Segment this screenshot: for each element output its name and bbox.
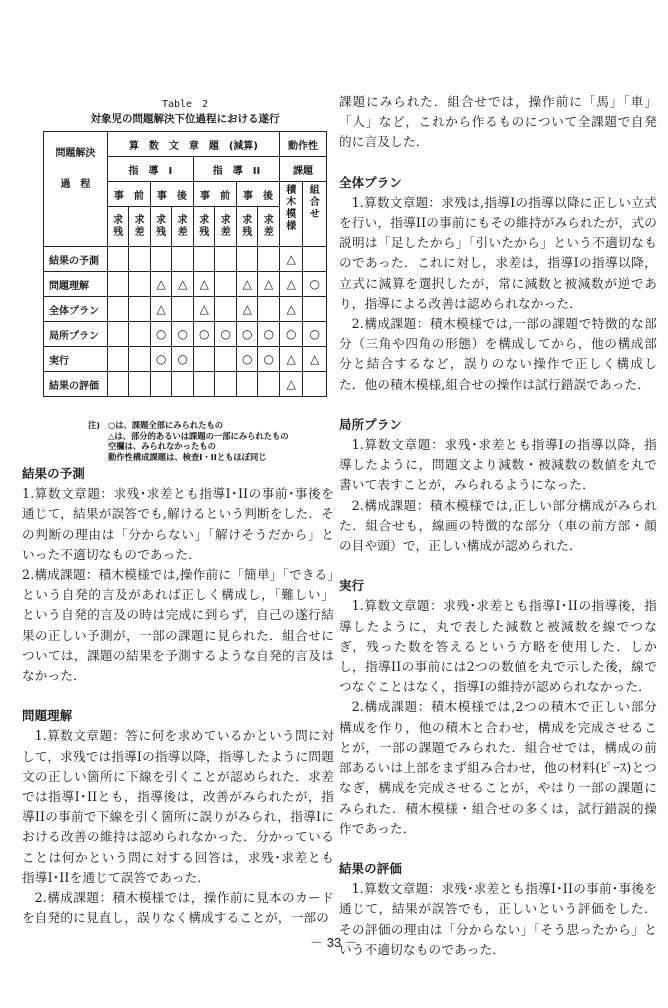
table-cell	[107, 322, 129, 347]
table-cell: △	[193, 272, 215, 297]
section-heading: 問題理解	[22, 708, 73, 724]
note-label: 注)	[88, 420, 101, 430]
table-cell	[129, 322, 151, 347]
table-cell: ○	[280, 322, 303, 347]
combo-label: 組合せ	[309, 185, 320, 220]
paragraph: 2.構成課題：積木模様では,操作前に「簡単」「できる」という自発的言及があれば正しく構成し，「難しい」という自発的言及の時は完成に到らず，自己の遂行結果の正しい予測が，一部の課題に見られた．組合せについては，課題の結果を予測するような自発的言及はなかった．	[22, 567, 334, 684]
table-cell: ○	[172, 322, 194, 347]
pre-2: 事 前	[193, 182, 236, 207]
table-caption	[43, 97, 327, 127]
sub-b-label: 求差	[263, 214, 274, 238]
note-line: ○は、課題全部にみられたもの	[108, 420, 224, 430]
table-title: 対象児の問題解決下位過程における遂行	[90, 113, 280, 125]
paragraph: 1.算数文章題：答に何を求めているかという問に対して，求残では指導Iの指導以降，指導したように問題文の正しい箇所に下線を引くことが認められた．求差では指導I･IIとも，指導後は，改善がみられたが，指導IIの事前で下線を引く箇所に誤りがみられ，指導Iにおける改善の維持は認められなかった．分かっていることは何かという問に対する回答は，求残･求差とも指導I･IIを通じて誤答であった．	[22, 728, 334, 885]
table-cell: △	[258, 272, 280, 297]
table-cell: △	[280, 272, 303, 297]
results-table	[43, 131, 327, 397]
table-cell: ○	[150, 347, 172, 372]
table-cell: ○	[215, 322, 237, 347]
table-cell: △	[172, 272, 194, 297]
sub-a	[236, 207, 258, 247]
table-cell	[303, 372, 327, 397]
row-label: 結果の予測	[44, 247, 108, 272]
table-cell: △	[150, 297, 172, 322]
table-cell	[215, 347, 237, 372]
table-label: Table 2	[161, 99, 209, 110]
sub-b	[258, 207, 280, 247]
table-cell: △	[280, 372, 303, 397]
table-cell: ○	[193, 322, 215, 347]
table-cell: △	[280, 247, 303, 272]
paragraph: 1.算数文章題：求残･求差とも指導I･IIの事前･事後を通じて，結果が誤答でも，正しいという評価をした．その評価の理由は「分からない」「そう思ったから」という不適切なものであった．	[339, 881, 657, 957]
table-cell: △	[236, 297, 258, 322]
table-cell: ○	[258, 322, 280, 347]
table-cell	[303, 297, 327, 322]
row-label: 実行	[44, 347, 108, 372]
right-column	[339, 92, 657, 960]
instr-2: 指 導 II	[193, 157, 279, 182]
table-cell	[172, 297, 194, 322]
table-cell: △	[280, 297, 303, 322]
table-cell: ○	[258, 347, 280, 372]
table-cell	[193, 347, 215, 372]
sub-b	[215, 207, 237, 247]
table-cell	[107, 272, 129, 297]
table-cell: ○	[150, 322, 172, 347]
sub-a	[193, 207, 215, 247]
table-cell	[258, 297, 280, 322]
block-design-label: 積木模様	[286, 185, 297, 232]
table-row	[44, 272, 327, 297]
table-cell	[129, 297, 151, 322]
paragraph: 1.算数文章題：求残･求差とも指導I･IIの事前･事後を通じて，結果が誤答でも,解けるという判断をした．その判断の理由は「分からない」「解けそうだから」といった不適切なものであった．	[22, 486, 334, 562]
sub-b-label: 求差	[134, 214, 145, 238]
table-cell	[150, 372, 172, 397]
sub-a-label: 求残	[113, 214, 124, 238]
table-cell	[150, 247, 172, 272]
table-cell	[258, 247, 280, 272]
paragraph: 2.構成課題：積木模様では,2つの積木で正しい部分構成を作り，他の積木と合わせ，構成を完成させることが，一部の課題でみられた．組合せでは，構成の前部あるいは上部をまず組み合わせ，他の材料(ﾋﾟｰｽ)とつなぎ，構成を完成させることが，やはり一部の課題にみられた．積木模様・組合せの多くは，試行錯誤的操作であった．	[339, 699, 657, 836]
paragraph: 2.構成課題：積木模様では，操作前に見本のカードを自発的に見直し，誤りなく構成することが，一部の	[22, 890, 334, 926]
instr-1: 指 導 I	[107, 157, 193, 182]
table-cell: ○	[172, 347, 194, 372]
table-cell	[258, 372, 280, 397]
table-cell: △	[193, 297, 215, 322]
table-cell	[172, 247, 194, 272]
sub-a-label: 求残	[156, 214, 167, 238]
table-cell	[107, 347, 129, 372]
table-cell	[236, 247, 258, 272]
table-cell	[193, 372, 215, 397]
table-row	[44, 372, 327, 397]
left-column	[22, 464, 334, 928]
pre-1: 事 前	[107, 182, 150, 207]
table-cell	[129, 347, 151, 372]
post-1: 事 後	[150, 182, 193, 207]
table-body	[44, 247, 327, 397]
combo-header	[303, 182, 327, 247]
table-cell	[236, 372, 258, 397]
paragraph: 1.算数文章題：求残･求差とも指導Iの指導以降，指導したように，問題文より減数・被減数の数値を丸で書いて表すことが，みられるようになった．	[339, 437, 657, 493]
note-line: 空欄は、みられなかったもの	[108, 441, 216, 451]
table-cell: ○	[236, 347, 258, 372]
table-cell	[129, 247, 151, 272]
table-note	[88, 420, 289, 462]
sub-b-label: 求差	[220, 214, 231, 238]
group-math: 算 数 文 章 題 (減算)	[107, 132, 279, 157]
table-row	[44, 347, 327, 372]
sub-a	[107, 207, 129, 247]
post-2: 事 後	[236, 182, 279, 207]
row-label: 問題理解	[44, 272, 108, 297]
table-cell: △	[236, 272, 258, 297]
section-heading: 全体プラン	[339, 174, 402, 190]
row-label: 全体プラン	[44, 297, 108, 322]
paragraph: 1.算数文章題：求残･求差とも指導I･IIの指導後，指導したように，丸で表した減数と被減数を線でつなぎ，残った数を答えるという方略を使用した．しかし，指導IIの事前には2つの数値を丸で示した後，線でつなぐことはなく，指導Iの維持が認められなかった．	[339, 598, 657, 695]
section-heading: 結果の評価	[339, 860, 402, 876]
sub-a-label: 求残	[242, 214, 253, 238]
section-heading: 結果の予測	[22, 466, 85, 481]
table-row	[44, 247, 327, 272]
table-cell	[172, 372, 194, 397]
table-cell	[303, 247, 327, 272]
table-cell: ○	[236, 322, 258, 347]
table-cell	[129, 372, 151, 397]
block-design-header	[280, 182, 303, 247]
sub-a	[150, 207, 172, 247]
table-cell	[107, 247, 129, 272]
paragraph: 課題にみられた．組合せでは，操作前に「馬」「車」「人」など，これから作るものについて全課題で自発的に言及した．	[339, 94, 657, 150]
note-line: 動作性構成課題は、検査I・IIともほぼ同じ	[108, 451, 267, 462]
row-label: 結果の評価	[44, 372, 108, 397]
table-cell	[129, 272, 151, 297]
table-cell: △	[303, 347, 327, 372]
table-cell	[215, 272, 237, 297]
group-motor-2: 課題	[280, 157, 327, 182]
row-header-cell	[44, 132, 108, 247]
table-cell	[107, 297, 129, 322]
row-header-line2: 過 程	[60, 179, 91, 190]
table-cell: ○	[303, 322, 327, 347]
page-number: － 33 －	[310, 935, 358, 950]
row-header-line1: 問題解決	[55, 148, 96, 159]
table-cell: △	[150, 272, 172, 297]
table-cell	[215, 297, 237, 322]
table-row	[44, 297, 327, 322]
sub-b	[172, 207, 194, 247]
table-cell: △	[280, 347, 303, 372]
row-label: 局所プラン	[44, 322, 108, 347]
sub-a-label: 求残	[199, 214, 210, 238]
section-heading: 実行	[339, 578, 365, 594]
paragraph: 2.構成課題：積木模様では,一部の課題で特徴的な部分（三角や四角の形態）を構成してから，他の構成部分と結合するなど，誤りのない操作で正しく構成した．他の積木模様,組合せの操作は試行錯誤であった．	[339, 316, 657, 392]
table-cell	[107, 372, 129, 397]
table-cell	[215, 372, 237, 397]
sub-b-label: 求差	[177, 214, 188, 238]
paragraph: 1.算数文章題：求残は,指導Iの指導以降に正しい立式を行い，指導IIの事前にもその維持がみられたが，式の説明は「足したから」「引いたから」という不適切なものであった．これに対し，求差は，指導Iの指導以降，立式に減算を選択したが，常に減数と被減数が逆であり，指導による改善は認められなかった．	[339, 194, 657, 311]
table-cell	[193, 247, 215, 272]
section-heading: 局所プラン	[339, 416, 402, 432]
group-motor: 動作性	[280, 132, 327, 157]
sub-b	[129, 207, 151, 247]
note-line: △は、部分的あるいは課題の一部にみられたもの	[108, 430, 289, 441]
table-cell: ○	[303, 272, 327, 297]
table-cell	[215, 247, 237, 272]
paragraph: 2.構成課題：積木模様では,正しい部分構成がみられた．組合せも，線画の特徴的な部分（車の前方部・顔の目や頭）で，正しい構成が認められた．	[339, 497, 657, 554]
table-row	[44, 322, 327, 347]
